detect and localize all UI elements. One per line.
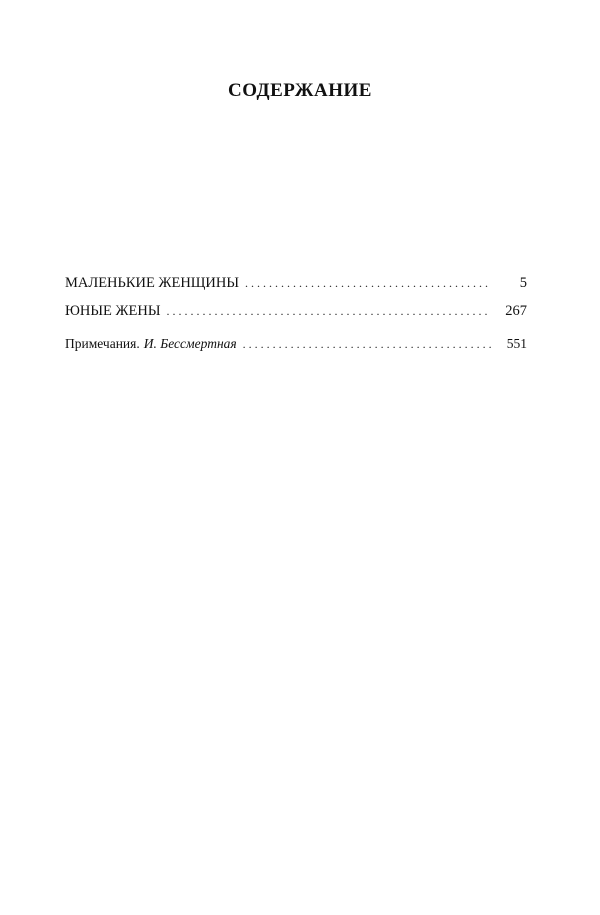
table-of-contents xyxy=(65,274,527,353)
toc-entry-title: Примечания. xyxy=(65,336,140,351)
toc-entry-author: И. Бессмертная xyxy=(143,336,237,351)
toc-entry-good-wives[interactable] xyxy=(65,302,527,320)
toc-entry-title: МАЛЕНЬКИЕ ЖЕНЩИНЫ xyxy=(65,275,240,291)
toc-entry-page-number: 551 xyxy=(506,336,527,351)
toc-entry-page-number: 267 xyxy=(505,303,527,319)
contents-heading: СОДЕРЖАНИЕ xyxy=(228,80,372,101)
dot-leader xyxy=(245,274,491,292)
toc-entry-notes[interactable] xyxy=(65,335,527,353)
toc-entry-title: ЮНЫЕ ЖЕНЫ xyxy=(65,303,161,319)
dot-leader xyxy=(243,335,491,353)
dot-leader xyxy=(166,302,491,320)
toc-entry-page-number: 5 xyxy=(519,275,527,291)
toc-entry-little-women[interactable] xyxy=(65,274,527,292)
